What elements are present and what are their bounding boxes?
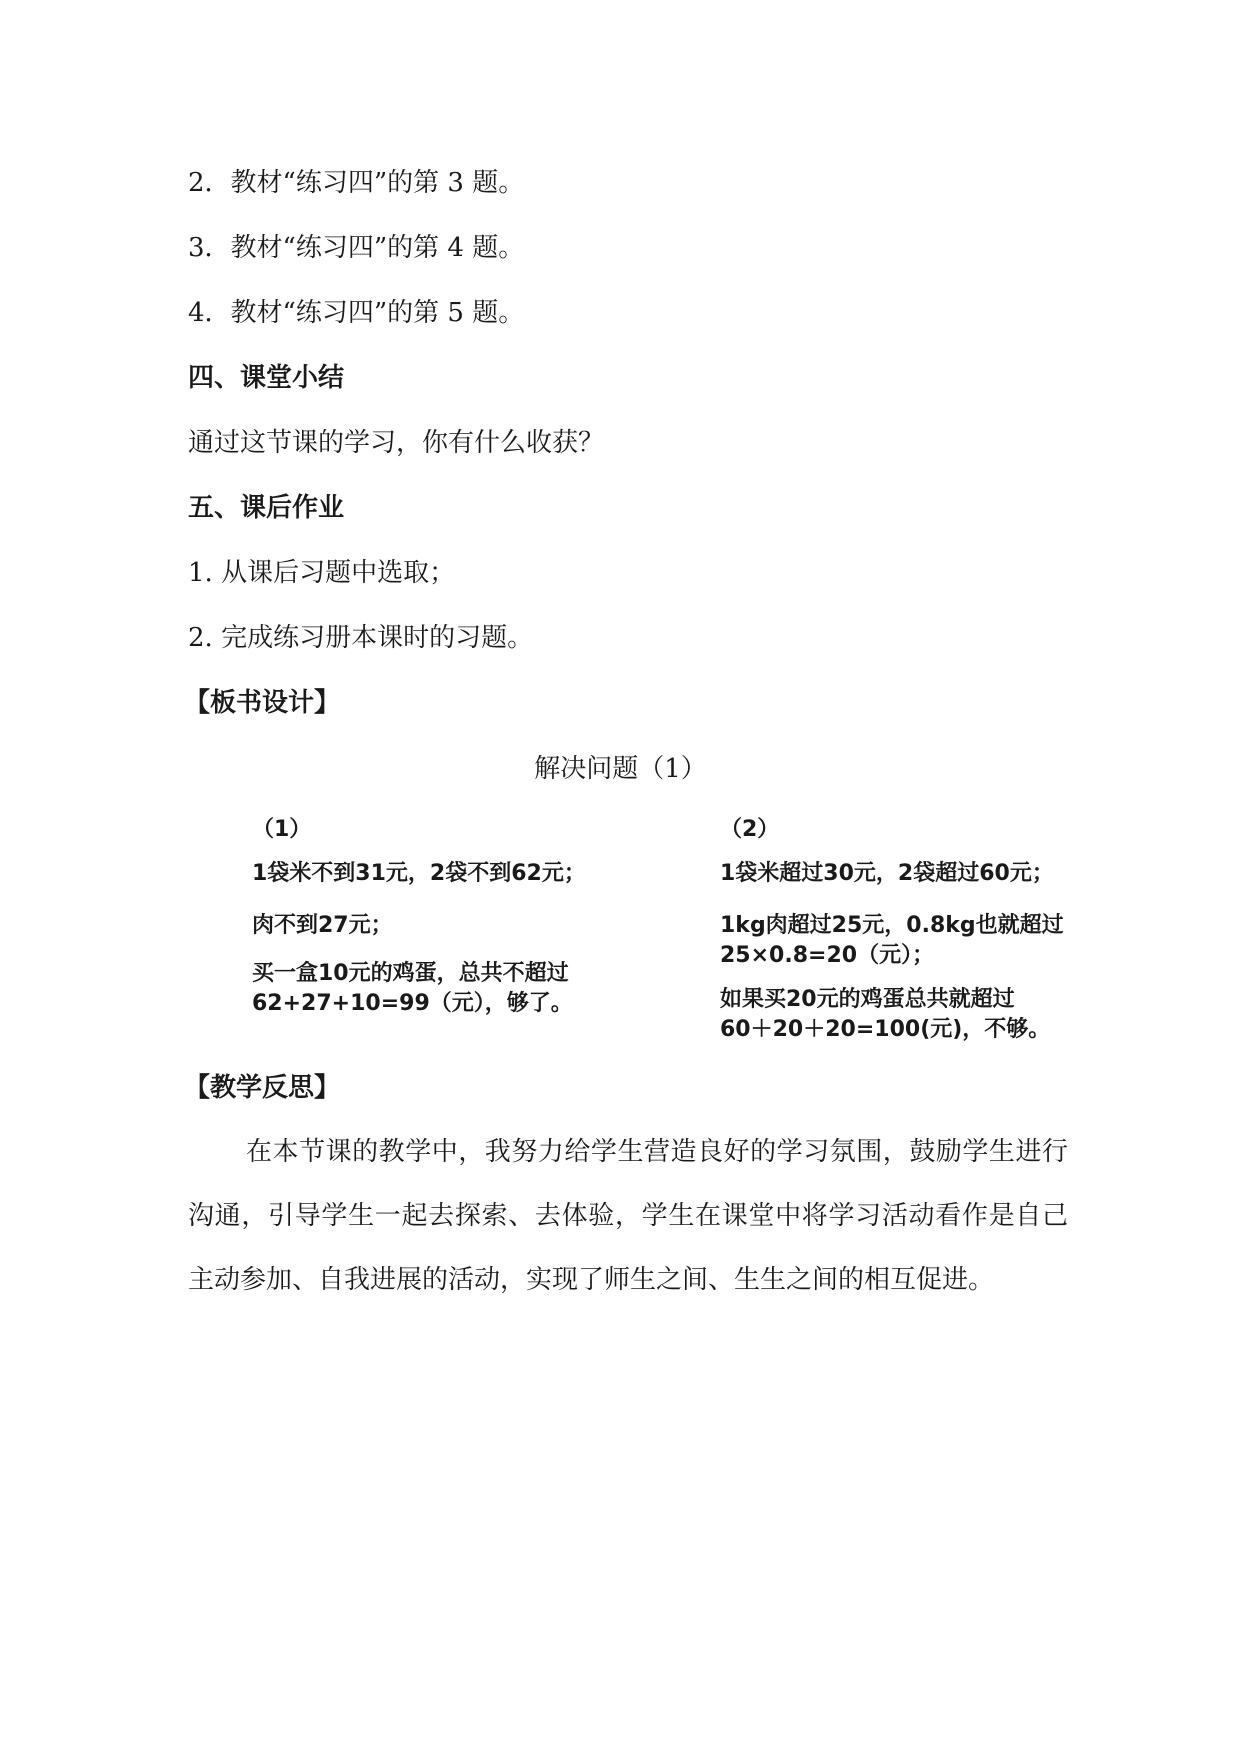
board-right-column [720, 815, 1150, 1055]
summary-text: 通过这节课的学习，你有什么收获？ [188, 428, 605, 458]
board-left-column [252, 815, 672, 1055]
board-right-line-1: 1袋米超过30元，2袋超过60元； [720, 861, 1054, 886]
board-left-label: （1） [252, 817, 312, 842]
board-left-line-3a: 买一盒10元的鸡蛋，总共不超过 [252, 961, 569, 986]
summary-heading: 四、课堂小结 [188, 363, 345, 393]
board-right-line-2a: 1kg肉超过25元，0.8kg也就超过 [720, 913, 1064, 938]
reflection-paragraph: 在本节课的教学中，我努力给学生营造良好的学习氛围，鼓励学生进行沟通，引导学生一起去探索、去体验，学生在课堂中将学习活动看作是自己主动参加、自我进展的活动，实现了师生之间、生生之间的相互促进。 [188, 1137, 1068, 1295]
homework-heading: 五、课后作业 [188, 493, 345, 523]
board-right-line-3a: 如果买20元的鸡蛋总共就超过 [720, 987, 1015, 1012]
board-right-label: （2） [720, 817, 780, 842]
board-right-line-3b: 60＋20＋20=100(元)，不够。 [720, 1017, 1051, 1042]
board-title: 解决问题（1） [534, 754, 707, 784]
board-design-heading: 【板书设计】 [184, 688, 341, 718]
board-left-line-1: 1袋米不到31元，2袋不到62元； [252, 861, 586, 886]
board-left-line-3b: 62+27+10=99（元），够了。 [252, 991, 573, 1016]
homework-item-1: 1. 从课后习题中选取； [188, 558, 456, 588]
reflection-heading: 【教学反思】 [184, 1073, 341, 1103]
practice-item-2: 2．教材“练习四”的第 3 题。 [188, 168, 525, 198]
board-right-line-2b: 25×0.8=20（元）； [720, 943, 935, 968]
practice-item-3: 3．教材“练习四”的第 4 题。 [188, 233, 525, 263]
board-left-line-2: 肉不到27元； [252, 913, 393, 938]
practice-item-4: 4．教材“练习四”的第 5 题。 [188, 298, 525, 328]
homework-item-2: 2. 完成练习册本课时的习题。 [188, 623, 534, 653]
